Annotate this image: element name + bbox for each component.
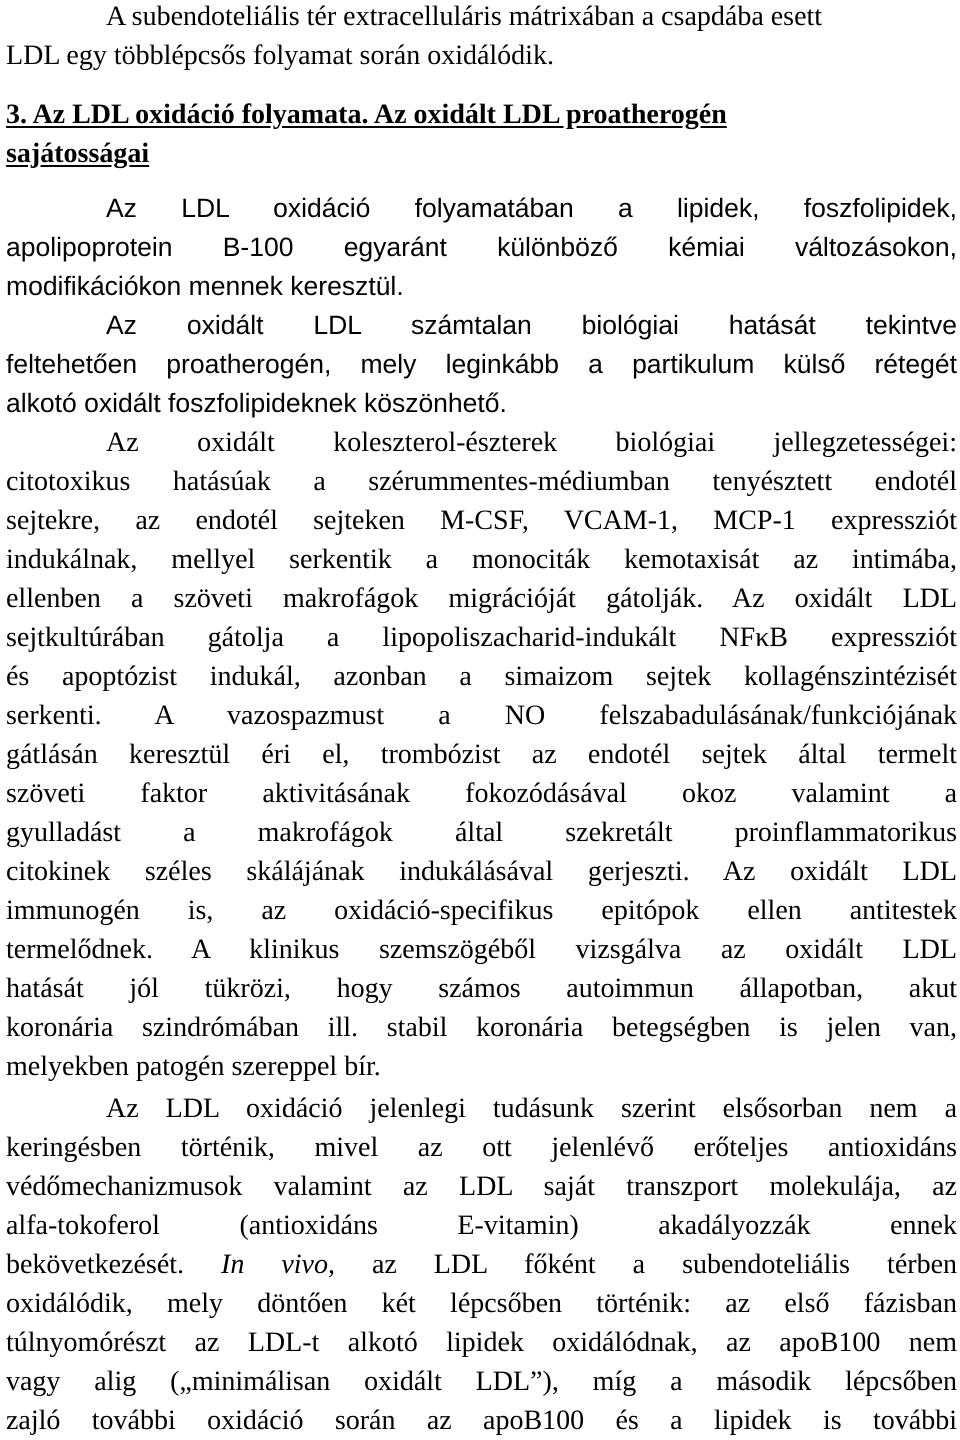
paragraph-3-line-3: sejtekre, az endotél sejteken M-CSF, VCAM-1, MCP-1 expressziót bbox=[6, 505, 957, 536]
paragraph-4-line-5-before: bekövetkezését. bbox=[6, 1249, 185, 1280]
paragraph-4-line-8: vagy alig („minimálisan oxidált LDL”), míg a második lépcsőben bbox=[6, 1366, 957, 1397]
paragraph-4-line-5-after: az LDL főként a subendoteliális térben bbox=[371, 1249, 957, 1280]
paragraph-4-line-7: túlnyomórészt az LDL-t alkotó lipidek oxidálódnak, az apoB100 nem bbox=[6, 1327, 957, 1358]
paragraph-3-line-5: ellenben a szöveti makrofágok migrációját gátolják. Az oxidált LDL bbox=[6, 583, 957, 614]
paragraph-4-line-1: Az LDL oxidáció jelenlegi tudásunk szerint elsősorban nem a bbox=[106, 1093, 957, 1124]
intro-line-1: A subendoteliális tér extracelluláris mátrixában a csapdába esett bbox=[106, 1, 823, 32]
paragraph-2-line-2: feltehetően proatherogén, mely leginkább a partikulum külső rétegét bbox=[6, 349, 957, 379]
paragraph-4-line-5 bbox=[6, 1245, 957, 1284]
paragraph-3-line-17: melyekben patogén szereppel bír. bbox=[6, 1051, 381, 1082]
paragraph-3-line-1: Az oxidált koleszterol-észterek biológiai jellegzetességei: bbox=[106, 427, 957, 458]
paragraph-3-line-4: indukálnak, mellyel serkentik a monociták kemotaxisát az intimába, bbox=[6, 544, 957, 575]
paragraph-3-line-7: és apoptózist indukál, azonban a simaizom sejtek kollagénszintézisét bbox=[6, 661, 957, 692]
paragraph-3-line-2: citotoxikus hatásúak a szérummentes-médiumban tenyésztett endotél bbox=[6, 466, 957, 497]
paragraph-3-line-16: koronária szindrómában ill. stabil koronária betegségben is jelen van, bbox=[6, 1012, 957, 1043]
paragraph-1-line-1: Az LDL oxidáció folyamatában a lipidek, foszfolipidek, bbox=[106, 193, 957, 223]
paragraph-3-line-13: immunogén is, az oxidáció-specifikus epitópok ellen antitestek bbox=[6, 895, 957, 926]
paragraph-4-line-4: alfa-tokoferol (antioxidáns E-vitamin) akadályozzák ennek bbox=[6, 1210, 957, 1241]
paragraph-3-line-8: serkenti. A vazospazmust a NO felszabadulásának/funkciójának bbox=[6, 700, 957, 731]
paragraph-3-line-12: citokinek széles skálájának indukálásával gerjeszti. Az oxidált LDL bbox=[6, 856, 957, 887]
paragraph-3-line-14: termelődnek. A klinikus szemszögéből vizsgálva az oxidált LDL bbox=[6, 934, 957, 965]
paragraph-2-line-1: Az oxidált LDL számtalan biológiai hatását tekintve bbox=[106, 310, 957, 340]
paragraph-2-line-3: alkotó oxidált foszfolipideknek köszönhető. bbox=[6, 388, 507, 418]
paragraph-4-line-3: védőmechanizmusok valamint az LDL saját transzport molekulája, az bbox=[6, 1171, 957, 1202]
paragraph-4-line-9: zajló további oxidáció során az apoB100 és a lipidek is további bbox=[6, 1405, 957, 1436]
paragraph-3-line-6: sejtkultúrában gátolja a lipopoliszacharid-indukált NFκB expressziót bbox=[6, 622, 957, 653]
paragraph-3-line-10: szöveti faktor aktivitásának fokozódásával okoz valamint a bbox=[6, 778, 957, 809]
section-heading-line-2: sajátosságai bbox=[6, 138, 150, 169]
paragraph-1-line-2: apolipoprotein B-100 egyaránt különböző kémiai változásokon, bbox=[6, 232, 957, 262]
in-vivo-italic: In vivo, bbox=[221, 1249, 335, 1280]
paragraph-3-line-15: hatását jól tükrözi, hogy számos autoimmun állapotban, akut bbox=[6, 973, 957, 1004]
paragraph-3-line-11: gyulladást a makrofágok által szekretált proinflammatorikus bbox=[6, 817, 957, 848]
paragraph-4-line-6: oxidálódik, mely döntően két lépcsőben történik: az első fázisban bbox=[6, 1288, 957, 1319]
paragraph-1-line-3: modifikációkon mennek keresztül. bbox=[6, 271, 404, 301]
paragraph-4-line-2: keringésben történik, mivel az ott jelenlévő erőteljes antioxidáns bbox=[6, 1132, 957, 1163]
paragraph-3-line-9: gátlásán keresztül éri el, trombózist az endotél sejtek által termelt bbox=[6, 739, 957, 770]
section-heading-line-1: 3. Az LDL oxidáció folyamata. Az oxidált LDL proatherogén bbox=[6, 99, 727, 130]
intro-line-2: LDL egy többlépcsős folyamat során oxidálódik. bbox=[6, 40, 554, 71]
